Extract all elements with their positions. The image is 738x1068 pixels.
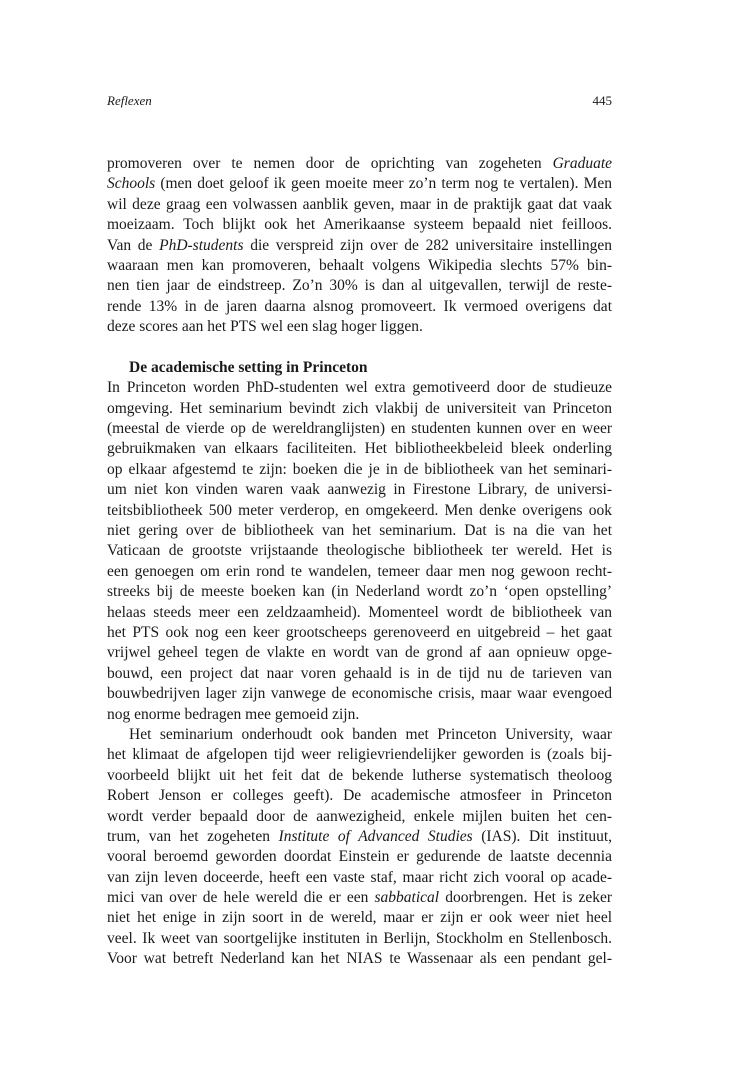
- text-line: nen tien jaar de eindstreep. Zo’n 30% is dan al uitgevallen, terwijl de reste-: [107, 277, 612, 295]
- text-line: rende 13% in de jaren daarna alsnog promoveert. Ik vermoed overigens dat: [107, 297, 612, 315]
- text-line: Vaticaan de grootste vrijstaande theologische bibliotheek ter wereld. Het is: [107, 542, 612, 560]
- section-heading: De academische setting in Princeton: [129, 358, 368, 376]
- text-line: voorbeeld blijkt uit het feit dat de bekende lutherse systematisch theoloog: [107, 766, 612, 784]
- text-line: wil deze graag een volwassen aanblik geven, maar in de praktijk gaat dat vaak: [107, 195, 612, 213]
- text-line: vooral beroemd geworden doordat Einstein er gedurende de laatste decennia: [107, 848, 612, 866]
- paragraph-2: [107, 378, 612, 725]
- text-line: Van de PhD-students die verspreid zijn over de 282 universitaire instellingen: [107, 236, 612, 254]
- text-line: wordt verder bepaald door de aanwezigheid, enkele mijlen buiten het cen-: [107, 807, 612, 825]
- text-line: omgeving. Het seminarium bevindt zich vlakbij de universiteit van Princeton: [107, 399, 612, 417]
- text-line: waaraan men kan promoveren, behaalt volgens Wikipedia slechts 57% bin-: [107, 256, 612, 274]
- text-line: van zijn leven doceerde, heeft een vaste staf, maar richt zich vooral op acade-: [107, 868, 612, 886]
- text-line: gebruikmaken van elkaars faciliteiten. Het bibliotheekbeleid bleek onderling: [107, 440, 612, 458]
- text-line: vrijwel geheel tegen de vlakte en wordt van de grond af aan opnieuw opge-: [107, 644, 612, 662]
- running-head-title: Reflexen: [107, 93, 152, 108]
- text-line: Robert Jenson er colleges geeft). De academische atmosfeer in Princeton: [107, 787, 612, 805]
- text-line: niet gering over de bibliotheek van het seminarium. Dat is na die van het: [107, 522, 612, 540]
- text-line: mici van over de hele wereld die er een sabbatical doorbrengen. Het is zeker: [107, 889, 613, 907]
- running-head: [107, 93, 612, 109]
- paragraph-3: [107, 725, 612, 970]
- text-line: promoveren over te nemen door de oprichting van zogeheten Graduate: [107, 155, 613, 172]
- text-line: veel. Ik weet van soortgelijke instituten in Berlijn, Stockholm en Stellenbosch.: [107, 929, 612, 947]
- text-line: teitsbibliotheek 500 meter verderop, en omgekeerd. Men denke overigens ook: [107, 501, 612, 519]
- text-line: Het seminarium onderhoudt ook banden met Princeton University, waar: [129, 725, 612, 743]
- body-text: [107, 154, 612, 970]
- text-line: een genoegen om erin rond te wandelen, temeer daar men nog gewoon recht-: [107, 562, 612, 580]
- text-line: bouwbedrijven lager zijn vanwege de economische crisis, maar waar evengoed: [107, 685, 612, 703]
- page-number: 445: [592, 93, 612, 108]
- text-line: het PTS ook nog een keer grootscheeps gerenoveerd en uitgebreid – het gaat: [107, 623, 612, 641]
- text-line: trum, van het zogeheten Institute of Advanced Studies (IAS). Dit instituut,: [107, 827, 613, 845]
- text-line: (meestal de vierde op de wereldranglijsten) en studenten kunnen over en weer: [107, 420, 612, 438]
- text-line: niet het enige in zijn soort in de wereld, maar er zijn er ook weer niet heel: [107, 909, 612, 927]
- text-line: Voor wat betreft Nederland kan het NIAS te Wassenaar als een pendant gel-: [107, 950, 612, 968]
- text-line: deze scores aan het PTS wel een slag hoger liggen.: [107, 318, 423, 336]
- text-line: moeizaam. Toch blijkt ook het Amerikaanse systeem bepaald niet feilloos.: [107, 216, 612, 234]
- text-line: streeks bij de meeste boeken kan (in Nederland wordt zo’n ‘open opstelling’: [107, 583, 612, 601]
- text-line: In Princeton worden PhD-studenten wel extra gemotiveerd door de studieuze: [107, 379, 612, 397]
- text-line: het klimaat de afgelopen tijd weer religievriendelijker geworden is (zoals bij-: [107, 746, 612, 764]
- text-line: op elkaar afgestemd te zijn: boeken die je in de bibliotheek van het seminari-: [107, 460, 612, 478]
- text-line: Schools (men doet geloof ik geen moeite meer zo’n term nog te vertalen). Men: [107, 175, 612, 193]
- paragraph-1: [107, 154, 612, 338]
- text-line: um niet kon vinden waren vaak aanwezig in Firestone Library, de universi-: [107, 481, 612, 499]
- text-line: nog enorme bedragen mee gemoeid zijn.: [107, 705, 360, 723]
- text-line: helaas steeds meer een zeldzaamheid). Momenteel wordt de bibliotheek van: [107, 603, 612, 621]
- text-line: bouwd, een project dat naar voren gehaald is in de tijd nu de tarieven van: [107, 664, 612, 682]
